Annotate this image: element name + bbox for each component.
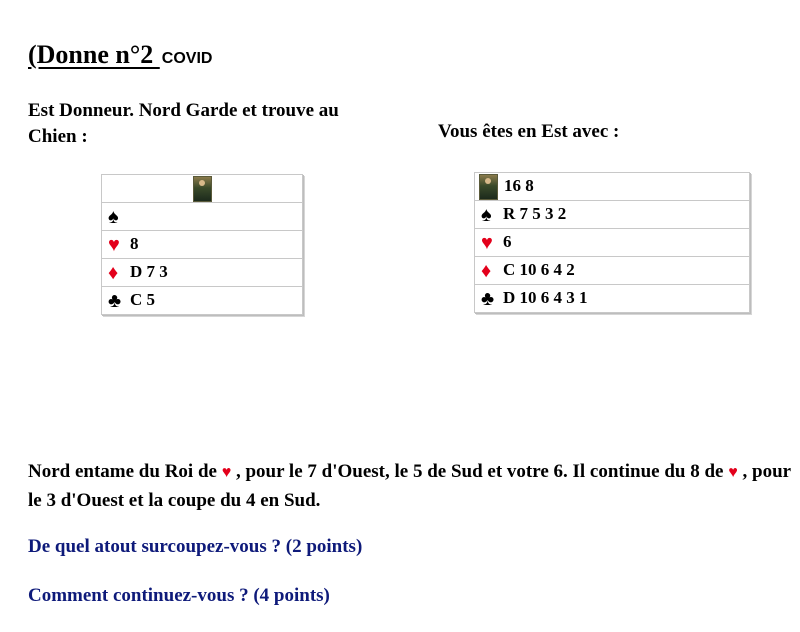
card-figure-icon — [193, 176, 212, 202]
diamond-icon: ♦ — [481, 260, 492, 283]
heart-icon: ♥ — [728, 464, 738, 481]
chien-row-clubs — [102, 287, 303, 315]
club-icon: ♣ — [108, 290, 122, 313]
question-1: De quel atout surcoupez-vous ? (2 points) — [28, 536, 363, 557]
trump-icon — [479, 174, 498, 200]
chien-row-spades — [102, 203, 303, 231]
east-row-spades — [475, 201, 750, 229]
story-part3: , pour le 3 d'Ouest et la coupe du 4 en Sud. — [28, 461, 791, 511]
deal-title: (Donne n°2 — [28, 40, 160, 69]
intro-text: Est Donneur. Nord Garde et trouve au Chien : — [28, 100, 339, 147]
heart-icon: ♥ — [481, 232, 493, 255]
chien-row-diamonds — [102, 259, 303, 287]
east-row-hearts — [475, 229, 750, 257]
spade-icon: ♠ — [108, 206, 119, 229]
chien-diamonds-cards: D 7 3 — [130, 261, 168, 281]
story-part1: Nord entame du Roi de — [28, 461, 222, 482]
story-part2: , pour le 7 d'Ouest, le 5 de Sud et votre 6. Il continue du 8 de — [231, 461, 729, 482]
diamond-icon: ♦ — [108, 262, 119, 285]
chien-row-hearts — [102, 231, 303, 259]
east-hand-table — [474, 172, 750, 313]
east-row-diamonds — [475, 257, 750, 285]
spade-icon: ♠ — [481, 204, 492, 227]
east-row-trumps — [475, 173, 750, 201]
east-spades-cards: R 7 5 3 2 — [503, 203, 567, 223]
heart-icon: ♥ — [221, 464, 232, 481]
east-intro-text: Vous êtes en Est avec : — [438, 121, 620, 142]
heart-icon: ♥ — [108, 234, 120, 257]
chien-header-row — [102, 175, 303, 203]
play-description — [28, 458, 798, 515]
east-row-clubs — [475, 285, 750, 313]
page-title — [28, 40, 212, 70]
east-trumps-cards: 16 8 — [504, 175, 534, 195]
covid-tag: COVID — [161, 50, 213, 67]
east-diamonds-cards: C 10 6 4 2 — [503, 259, 575, 279]
chien-clubs-cards: C 5 — [130, 289, 156, 309]
east-hearts-cards: 6 — [503, 231, 512, 251]
east-clubs-cards: D 10 6 4 3 1 — [503, 287, 588, 307]
chien-hearts-cards: 8 — [130, 233, 139, 253]
club-icon: ♣ — [481, 288, 495, 311]
question-2: Comment continuez-vous ? (4 points) — [28, 585, 330, 606]
chien-table — [101, 174, 303, 315]
